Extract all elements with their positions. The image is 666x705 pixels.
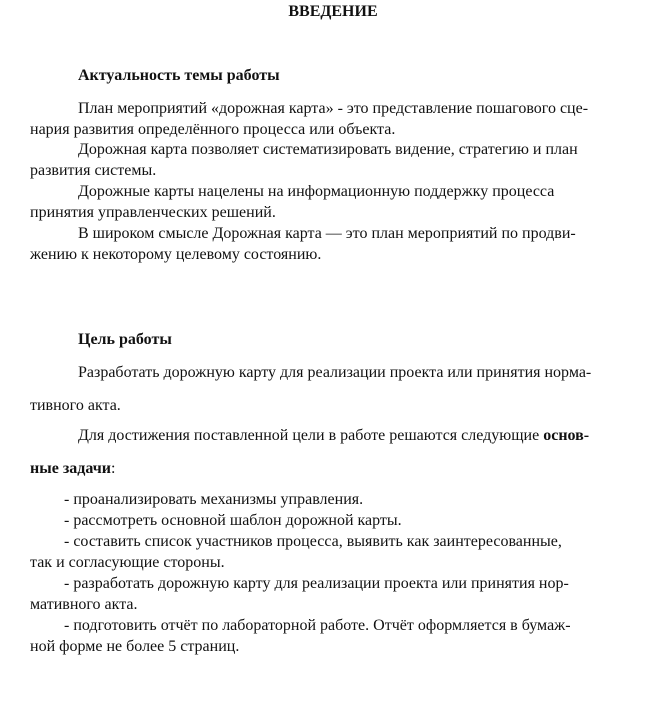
- task-list-item: - рассмотреть основной шаблон дорожной карты.: [64, 512, 402, 529]
- paragraph-line: принятия управленческих решений.: [30, 204, 276, 221]
- paragraph-line: тивного акта.: [30, 397, 121, 414]
- task-list-item: - составить список участников процесса, выявить как заинтересованные,: [64, 533, 562, 550]
- paragraph-line: План мероприятий «дорожная карта» - это представление пошагового сце-: [78, 100, 589, 117]
- paragraph-line: Дорожная карта позволяет систематизировать видение, стратегию и план: [78, 141, 578, 158]
- section-heading-relevance: Актуальность темы работы: [78, 67, 280, 84]
- paragraph-line: Дорожные карты нацелены на информационную поддержку процесса: [78, 183, 555, 200]
- paragraph-line: нария развития определённого процесса или объекта.: [30, 121, 396, 138]
- page-title: ВВЕДЕНИЕ: [288, 3, 378, 20]
- tasks-intro-colon: :: [110, 460, 116, 477]
- task-list-item-cont: так и согласующие стороны.: [30, 554, 225, 571]
- paragraph-line: [30, 459, 115, 479]
- paragraph-line: Разработать дорожную карту для реализации проекта или принятия норма-: [78, 364, 592, 381]
- task-list-item: - разработать дорожную карту для реализации проекта или принятия нор-: [64, 575, 569, 592]
- task-list-item: - подготовить отчёт по лабораторной работе. Отчёт оформляется в бумаж-: [64, 617, 571, 634]
- tasks-intro-bold: ные задачи: [30, 460, 111, 477]
- section-heading-goal: Цель работы: [78, 331, 172, 348]
- tasks-intro-bold: основ-: [543, 427, 590, 444]
- paragraph-line: [78, 426, 589, 446]
- paragraph-line: В широком смысле Дорожная карта — это план мероприятий по продви-: [78, 225, 576, 242]
- task-list-item-cont: мативного акта.: [30, 596, 138, 613]
- tasks-intro-text: Для достижения поставленной цели в работе решаются следующие: [78, 427, 544, 444]
- paragraph-line: развития системы.: [30, 162, 157, 179]
- paragraph-line: жению к некоторому целевому состоянию.: [30, 246, 322, 263]
- task-list-item-cont: ной форме не более 5 страниц.: [30, 638, 240, 655]
- task-list-item: - проанализировать механизмы управления.: [64, 491, 364, 508]
